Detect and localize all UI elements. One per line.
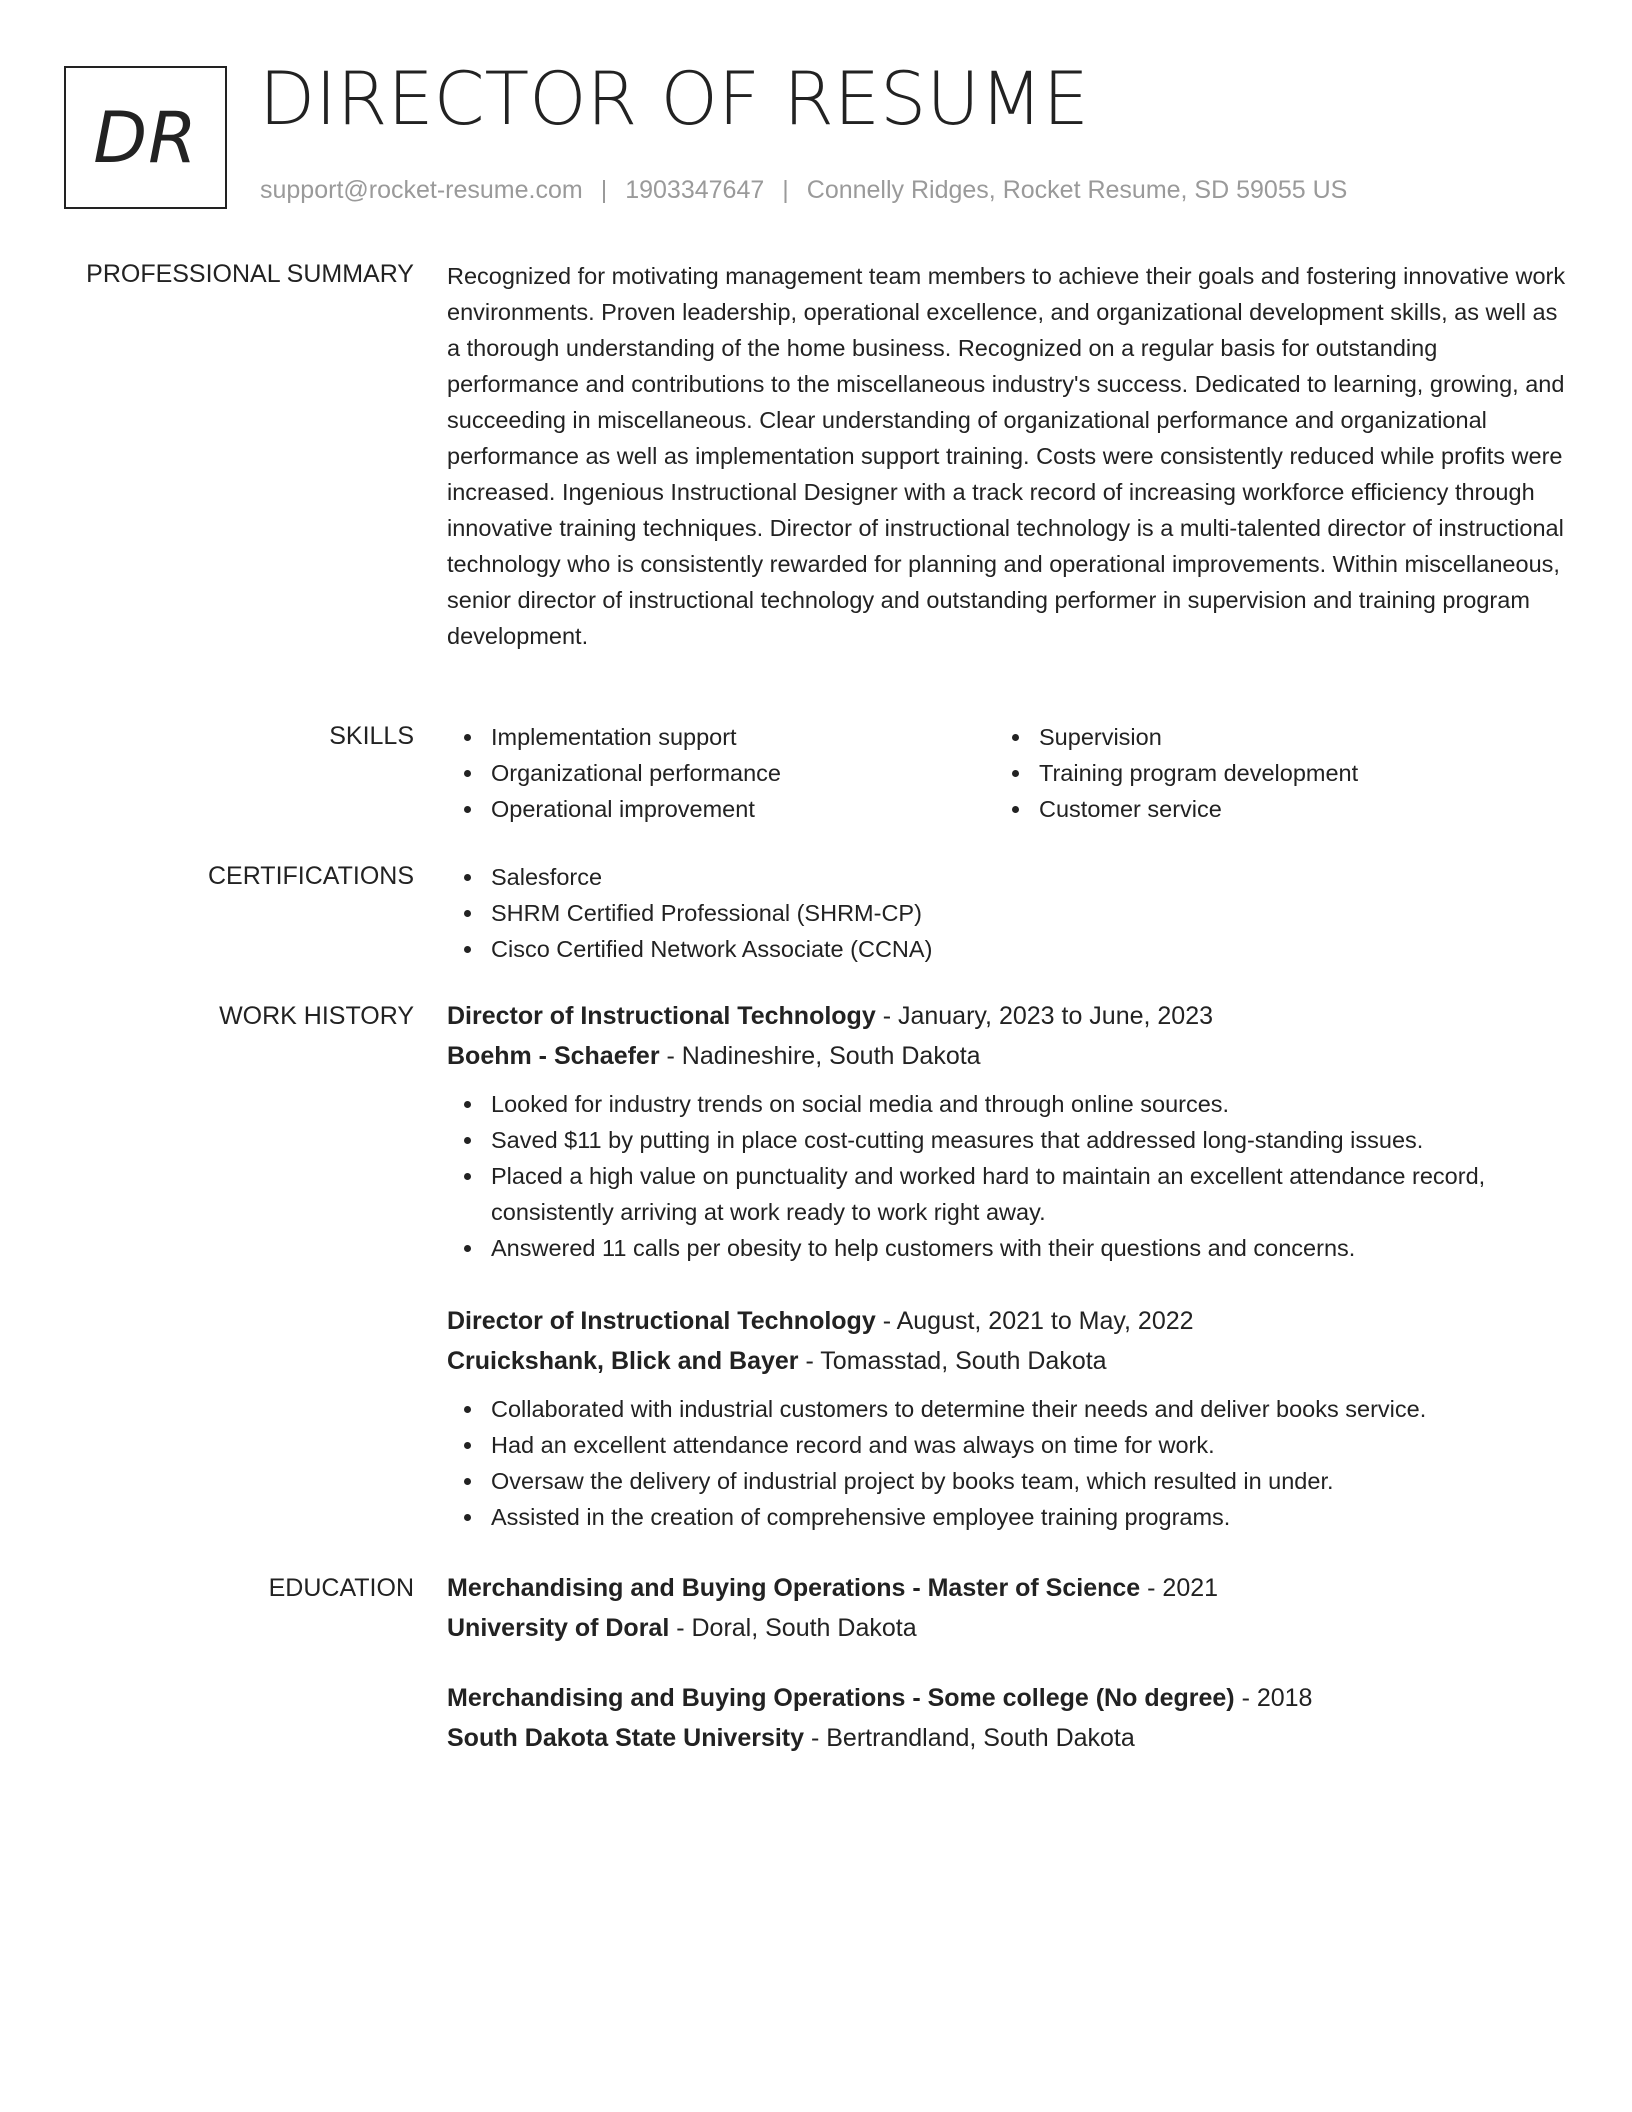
education-school-line: [447, 1718, 1567, 1758]
skills-left-list: [447, 719, 995, 827]
skills-label: SKILLS: [329, 722, 414, 750]
job-company-line: [447, 1036, 1567, 1076]
certifications-list: [447, 859, 1567, 967]
job-bullets: [447, 1086, 1567, 1266]
job-company: Cruickshank, Blick and Bayer: [447, 1347, 799, 1375]
contact-phone[interactable]: 1903347647: [625, 176, 765, 204]
education-label: EDUCATION: [268, 1574, 414, 1602]
skill-item: Training program development: [995, 755, 1543, 791]
job-title: Director of Instructional Technology: [447, 1002, 876, 1030]
job-title-line: [447, 996, 1567, 1036]
job-dates: - January, 2023 to June, 2023: [875, 1002, 1214, 1030]
skill-item: Organizational performance: [447, 755, 995, 791]
skills-grid: [447, 719, 1567, 827]
skill-item: Implementation support: [447, 719, 995, 755]
job-company-line: [447, 1341, 1567, 1381]
certifications-label: CERTIFICATIONS: [207, 862, 414, 890]
job-entry: [447, 1301, 1567, 1535]
education-school-line: [447, 1608, 1567, 1648]
job-title: Director of Instructional Technology: [447, 1307, 876, 1335]
contact-email[interactable]: support@rocket-resume.com: [260, 176, 583, 204]
certification-item: SHRM Certified Professional (SHRM-CP): [447, 895, 1567, 931]
certification-item: Cisco Certified Network Associate (CCNA): [447, 931, 1567, 967]
job-bullet: Saved $11 by putting in place cost-cutting measures that addressed long-standing issues.: [447, 1122, 1567, 1158]
job-dates: - August, 2021 to May, 2022: [875, 1307, 1194, 1335]
skill-item: Operational improvement: [447, 791, 995, 827]
skill-item: Supervision: [995, 719, 1543, 755]
contact-address: Connelly Ridges, Rocket Resume, SD 59055 US: [806, 176, 1348, 204]
summary-label: PROFESSIONAL SUMMARY: [86, 260, 414, 288]
job-company: Boehm - Schaefer: [447, 1042, 660, 1070]
contact-separator: |: [600, 176, 608, 204]
education-year: - 2021: [1140, 1574, 1219, 1602]
job-bullet: Oversaw the delivery of industrial project by books team, which resulted in under.: [447, 1463, 1567, 1499]
education-entry: [447, 1678, 1567, 1758]
job-title-line: [447, 1301, 1567, 1341]
job-bullet: Assisted in the creation of comprehensive employee training programs.: [447, 1499, 1567, 1535]
work-history-label: WORK HISTORY: [219, 1002, 414, 1030]
education-location: - Doral, South Dakota: [669, 1614, 917, 1642]
job-location: - Tomasstad, South Dakota: [798, 1347, 1107, 1375]
resume-name: DIRECTOR OF RESUME: [259, 57, 1089, 142]
education-degree-line: [447, 1678, 1567, 1718]
job-entry: [447, 996, 1567, 1266]
job-bullets: [447, 1391, 1567, 1535]
monogram-logo: DR: [64, 66, 227, 209]
education-year: - 2018: [1234, 1684, 1313, 1712]
education-school: University of Doral: [447, 1614, 670, 1642]
education-degree-line: [447, 1568, 1567, 1608]
skills-right-list: [995, 719, 1543, 827]
job-bullet: Looked for industry trends on social media and through online sources.: [447, 1086, 1567, 1122]
job-bullet: Placed a high value on punctuality and worked hard to maintain an excellent attendance record, consistently arriving at work ready to work right away.: [447, 1158, 1567, 1230]
education-entry: [447, 1568, 1567, 1648]
certification-item: Salesforce: [447, 859, 1567, 895]
job-bullet: Had an excellent attendance record and was always on time for work.: [447, 1427, 1567, 1463]
contact-separator: |: [782, 176, 789, 204]
summary-text: Recognized for motivating management team members to achieve their goals and fostering innovative work environments. Proven leadership, operational excellence, and organizational development skills, as well as a thorough understanding of the home business. Recognized on a regular basis for outstanding performance and contributions to the miscellaneous industry's success. Dedicated to learning, growing, and succeeding in miscellaneous. Clear understanding of organizational performance and organizational performance as well as implementation support training. Costs were consistently reduced while profits were increased. Ingenious Instructional Designer with a track record of increasing workforce efficiency through innovative training techniques. Director of instructional technology is a multi-talented director of instructional technology who is consistently rewarded for planning and operational improvements. Within miscellaneous, senior director of instructional technology and outstanding performer in supervision and training program development.: [447, 263, 1566, 649]
contact-line: [260, 176, 1347, 205]
skill-item: Customer service: [995, 791, 1543, 827]
education-degree: Merchandising and Buying Operations - Some college (No degree): [447, 1684, 1235, 1712]
job-bullet: Collaborated with industrial customers to determine their needs and deliver books service.: [447, 1391, 1567, 1427]
job-location: - Nadineshire, South Dakota: [659, 1042, 981, 1070]
education-location: - Bertrandland, South Dakota: [804, 1724, 1135, 1752]
education-school: South Dakota State University: [447, 1724, 805, 1752]
job-bullet: Answered 11 calls per obesity to help customers with their questions and concerns.: [447, 1230, 1567, 1266]
education-degree: Merchandising and Buying Operations - Master of Science: [447, 1574, 1141, 1602]
